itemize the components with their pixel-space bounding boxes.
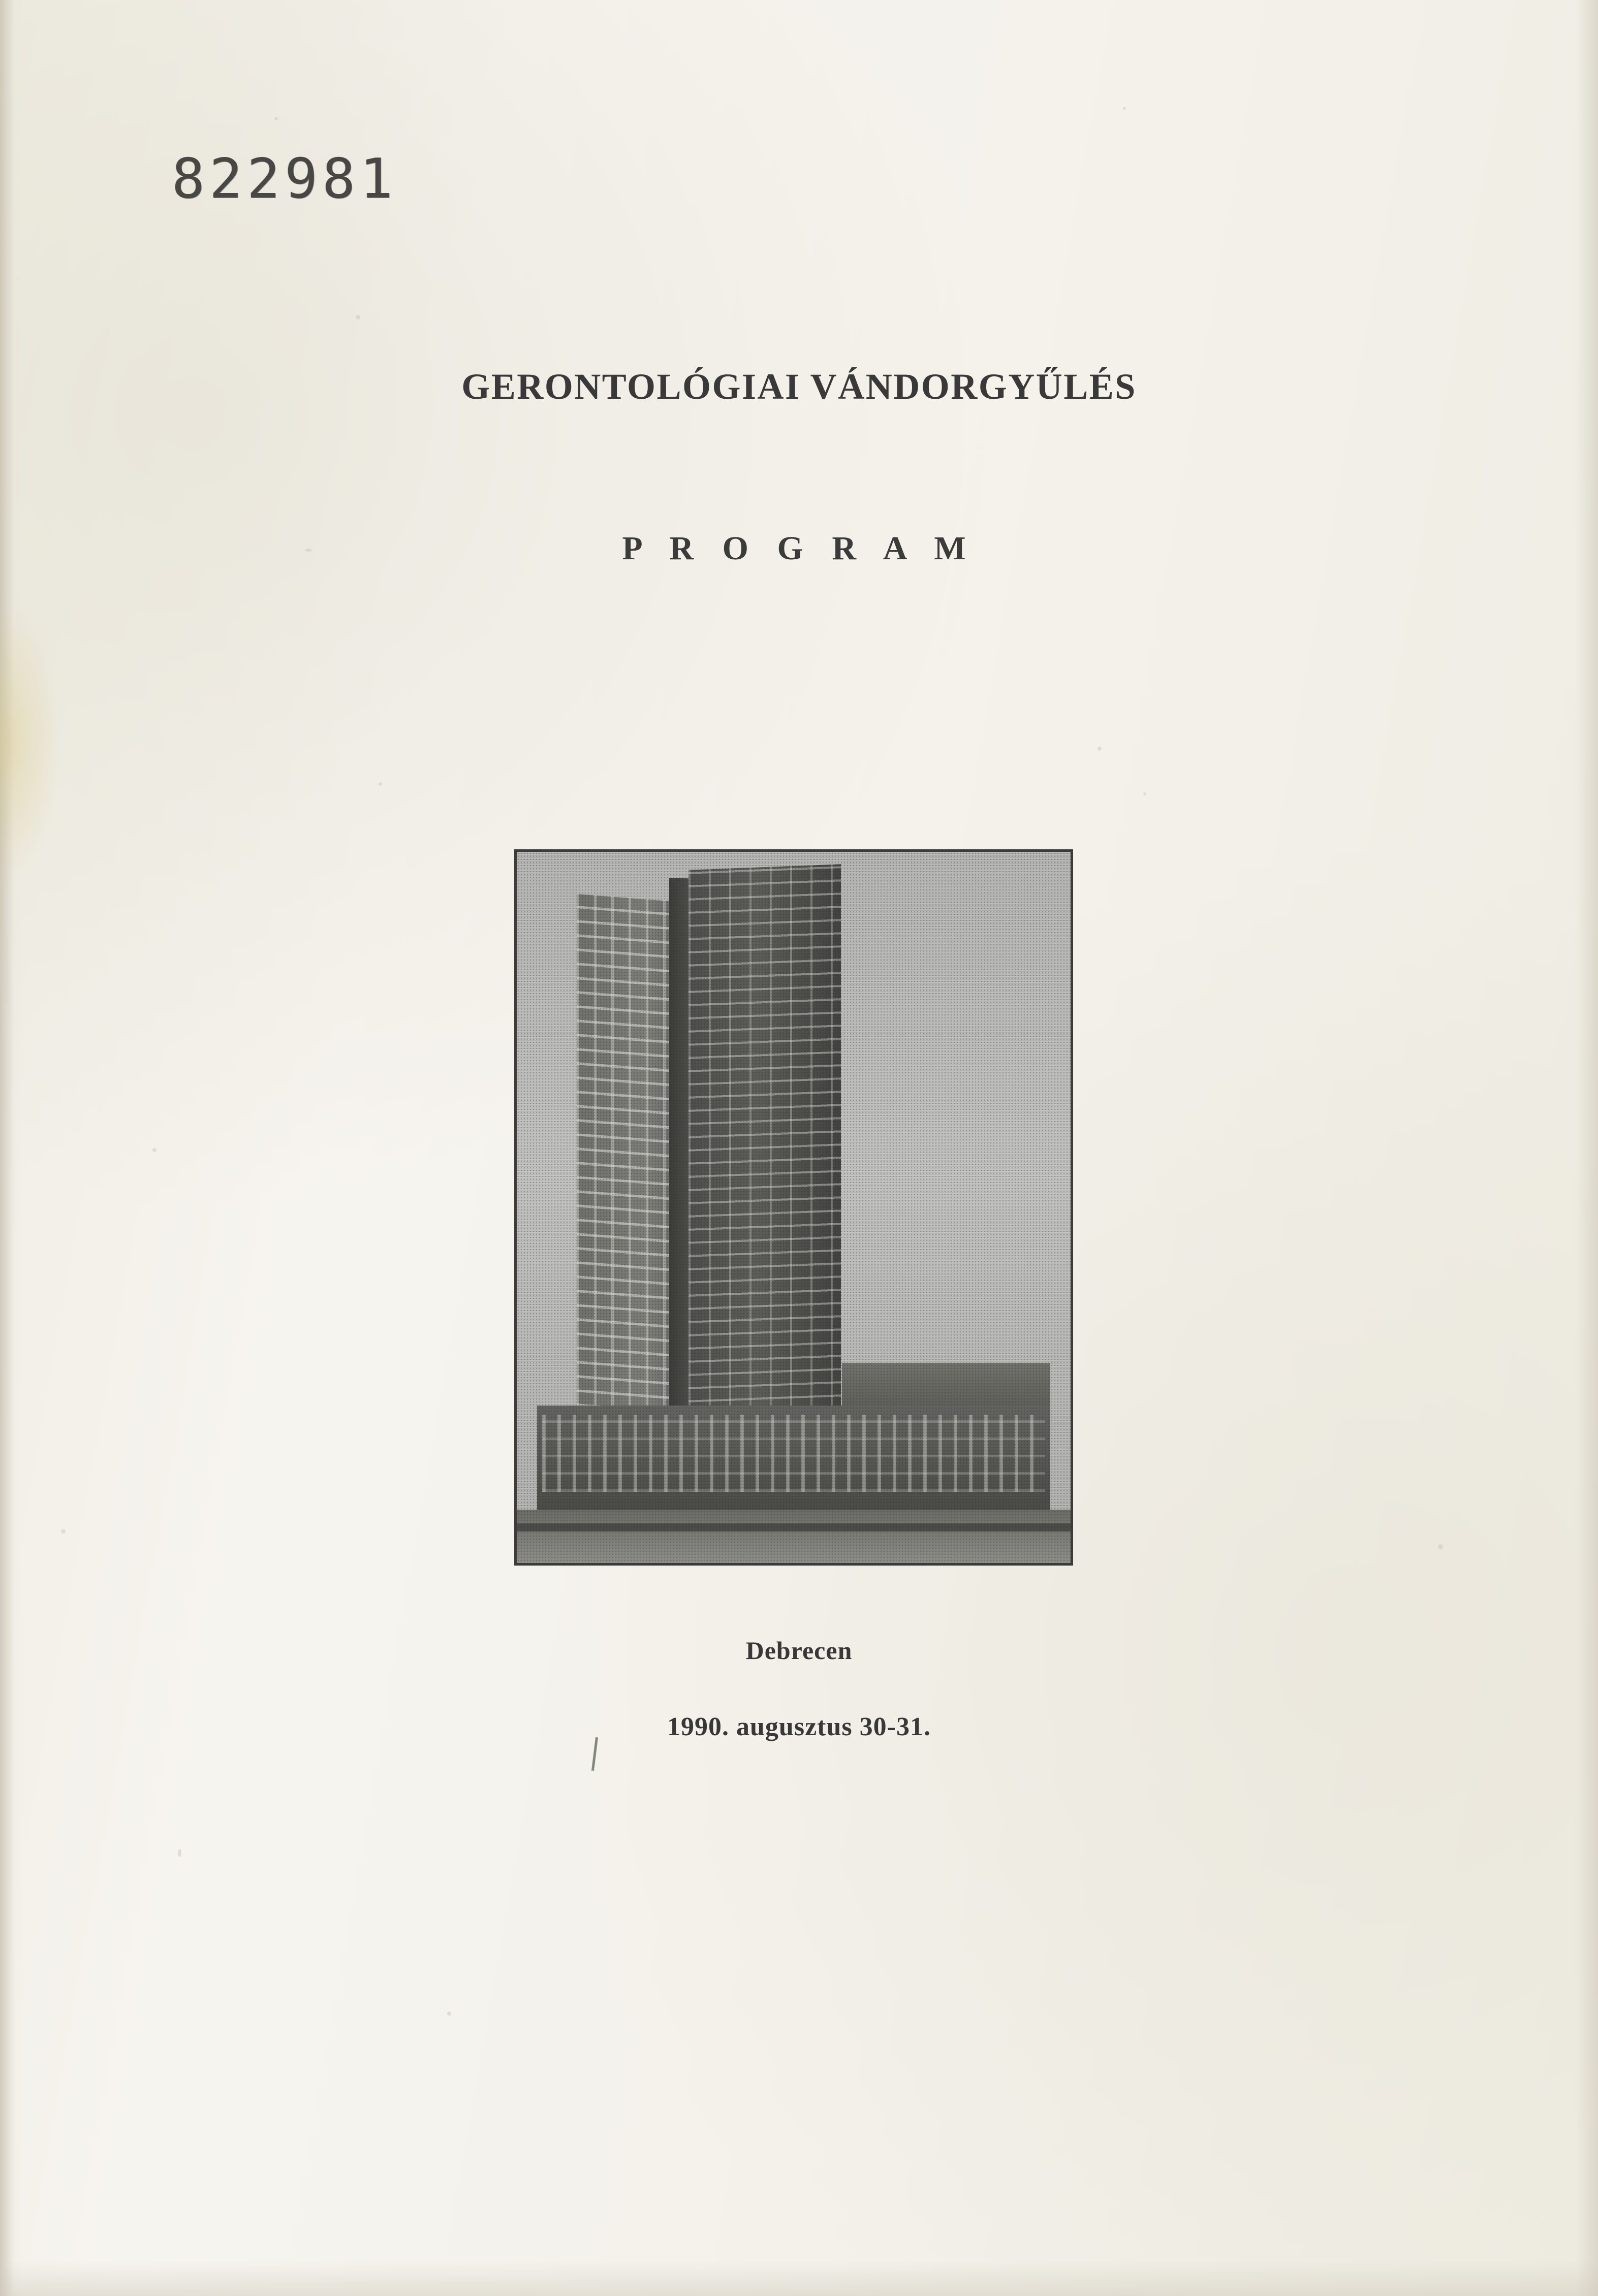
ink-mark [591,1737,598,1771]
tower-slab-right [688,864,841,1429]
caption-city: Debrecen [745,1636,853,1665]
page-subtitle: P R O G R A M [622,530,976,567]
photo-foreground-shadow [517,1523,1071,1532]
scan-edge-shadow-bottom [0,2260,1598,2296]
paper-speck [447,2012,451,2016]
scan-edge-shadow-left [0,0,23,2296]
paper-speck [61,1529,66,1534]
paper-speck [152,1148,156,1152]
page-title: GERONTOLÓGIAI VÁNDORGYŰLÉS [461,366,1137,407]
paper-speck [356,315,360,320]
paper-speck [178,1849,181,1857]
scan-edge-shadow-right [1568,0,1598,2296]
paper-speck [1438,1544,1443,1549]
high-rise-hotel-photo [514,849,1073,1566]
caption-date: 1990. augusztus 30-31. [667,1712,931,1741]
podium-building [537,1406,1050,1512]
paper-speck [1098,747,1102,751]
photo-foreground [517,1510,1071,1563]
paper-speck [274,117,278,120]
paper-speck [1143,792,1146,795]
paper-speck [379,782,382,786]
window-grid [688,864,841,1429]
podium-window-grid [542,1415,1045,1492]
paper-speck [1123,107,1126,110]
paper-stain [0,599,61,884]
accession-number-stamp: 822981 [172,147,398,211]
